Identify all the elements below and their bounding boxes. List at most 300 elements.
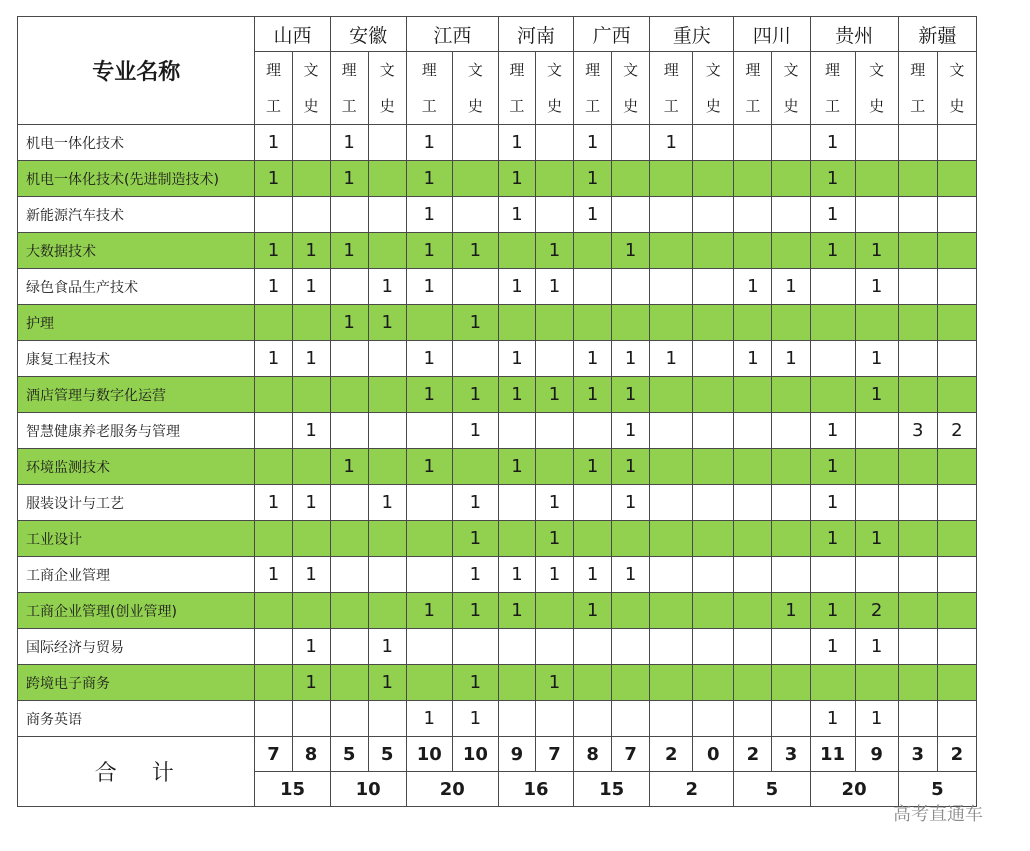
province-total: 16 [498, 772, 573, 807]
quota-cell [535, 161, 573, 197]
quota-cell [693, 665, 734, 701]
quota-cell [406, 557, 452, 593]
quota-cell [898, 557, 937, 593]
subheader-line-bottom: 史 [705, 97, 721, 115]
quota-cell: 1 [452, 305, 498, 341]
quota-cell: 1 [292, 269, 330, 305]
quota-cell [772, 557, 810, 593]
quota-cell [693, 269, 734, 305]
quota-cell: 1 [855, 377, 898, 413]
quota-cell [898, 377, 937, 413]
quota-cell [772, 233, 810, 269]
subheader-line-bottom: 工 [663, 97, 679, 115]
quota-cell [693, 449, 734, 485]
subheader-science [810, 52, 855, 125]
quota-cell: 1 [535, 233, 573, 269]
subheader-line-bottom: 史 [949, 97, 965, 115]
quota-cell [898, 161, 937, 197]
major-name: 跨境电子商务 [18, 665, 255, 701]
quota-cell: 1 [810, 629, 855, 665]
quota-cell: 1 [612, 485, 650, 521]
table-row [18, 413, 977, 449]
quota-cell [734, 557, 772, 593]
quota-cell: 1 [406, 593, 452, 629]
quota-cell [368, 233, 406, 269]
quota-cell [693, 161, 734, 197]
quota-cell [734, 305, 772, 341]
quota-cell [650, 413, 693, 449]
province-total: 5 [734, 772, 810, 807]
province-total: 20 [810, 772, 898, 807]
quota-cell: 1 [855, 521, 898, 557]
quota-cell [734, 161, 772, 197]
quota-cell [772, 413, 810, 449]
quota-cell [937, 161, 976, 197]
subheader-science [574, 52, 612, 125]
quota-cell [330, 665, 368, 701]
quota-cell: 1 [612, 557, 650, 593]
subheader-line-bottom: 史 [303, 97, 319, 115]
subheader-science [898, 52, 937, 125]
quota-cell [772, 161, 810, 197]
quota-cell: 1 [498, 557, 535, 593]
quota-cell: 1 [855, 341, 898, 377]
quota-cell [810, 305, 855, 341]
quota-cell [734, 521, 772, 557]
quota-cell [650, 269, 693, 305]
subheader-science [330, 52, 368, 125]
quota-cell [810, 269, 855, 305]
subheader-line-bottom: 工 [265, 97, 281, 115]
quota-cell: 1 [574, 197, 612, 233]
quota-cell [937, 701, 976, 737]
subheader-line-top: 文 [949, 61, 965, 79]
quota-cell [898, 449, 937, 485]
quota-cell: 1 [574, 125, 612, 161]
quota-cell: 1 [535, 269, 573, 305]
quota-cell: 3 [898, 413, 937, 449]
province-header: 四川 [734, 17, 810, 52]
quota-cell [937, 197, 976, 233]
subheader-line-top: 理 [663, 61, 679, 79]
quota-cell [693, 629, 734, 665]
subheader-arts [693, 52, 734, 125]
total-label: 合 计 [18, 737, 255, 807]
quota-cell [452, 341, 498, 377]
quota-cell [937, 449, 976, 485]
subheader-line-top: 文 [783, 61, 799, 79]
quota-cell [612, 197, 650, 233]
column-total: 8 [574, 737, 612, 772]
quota-cell [772, 665, 810, 701]
quota-cell [855, 557, 898, 593]
quota-cell [855, 197, 898, 233]
quota-cell: 1 [612, 449, 650, 485]
major-name: 商务英语 [18, 701, 255, 737]
quota-cell [772, 197, 810, 233]
quota-cell [855, 161, 898, 197]
quota-cell: 1 [574, 377, 612, 413]
major-name: 工商企业管理(创业管理) [18, 593, 255, 629]
quota-cell: 1 [330, 233, 368, 269]
subheader-arts [368, 52, 406, 125]
quota-cell: 1 [255, 341, 292, 377]
province-header: 贵州 [810, 17, 898, 52]
quota-cell [368, 377, 406, 413]
subheader-line-top: 理 [745, 61, 761, 79]
quota-cell: 1 [772, 269, 810, 305]
quota-cell [368, 161, 406, 197]
quota-cell: 1 [452, 593, 498, 629]
major-name: 工商企业管理 [18, 557, 255, 593]
quota-cell [855, 485, 898, 521]
column-total: 11 [810, 737, 855, 772]
quota-cell: 1 [855, 629, 898, 665]
quota-cell: 1 [452, 485, 498, 521]
quota-cell [693, 521, 734, 557]
quota-cell [498, 701, 535, 737]
quota-cell: 1 [810, 233, 855, 269]
quota-cell [650, 377, 693, 413]
quota-cell [693, 413, 734, 449]
quota-cell [330, 701, 368, 737]
quota-cell [612, 125, 650, 161]
quota-cell [498, 305, 535, 341]
quota-cell [368, 449, 406, 485]
quota-cell: 1 [292, 629, 330, 665]
quota-cell [330, 341, 368, 377]
quota-cell: 1 [330, 305, 368, 341]
quota-cell [330, 413, 368, 449]
quota-cell [734, 665, 772, 701]
quota-cell [498, 233, 535, 269]
quota-cell [898, 521, 937, 557]
quota-cell [612, 629, 650, 665]
quota-cell [574, 485, 612, 521]
quota-cell [330, 197, 368, 233]
quota-cell [292, 305, 330, 341]
quota-cell: 1 [535, 665, 573, 701]
quota-cell [255, 629, 292, 665]
table-row [18, 521, 977, 557]
quota-cell: 1 [650, 341, 693, 377]
table-row [18, 701, 977, 737]
quota-cell [898, 665, 937, 701]
quota-cell: 1 [452, 413, 498, 449]
table-row [18, 377, 977, 413]
quota-cell [898, 305, 937, 341]
quota-cell [734, 197, 772, 233]
subheader-line-bottom: 工 [509, 97, 525, 115]
major-name: 护理 [18, 305, 255, 341]
province-header: 新疆 [898, 17, 976, 52]
quota-cell [498, 485, 535, 521]
quota-cell [574, 305, 612, 341]
quota-cell [772, 125, 810, 161]
province-header: 安徽 [330, 17, 406, 52]
quota-cell: 1 [498, 341, 535, 377]
quota-cell [368, 341, 406, 377]
subheader-line-bottom: 史 [783, 97, 799, 115]
quota-cell [693, 701, 734, 737]
quota-cell: 1 [734, 341, 772, 377]
column-total: 3 [898, 737, 937, 772]
quota-cell [452, 161, 498, 197]
quota-cell [693, 593, 734, 629]
province-header: 山西 [255, 17, 330, 52]
column-total: 2 [650, 737, 693, 772]
subheader-science [406, 52, 452, 125]
quota-cell [255, 593, 292, 629]
quota-cell: 1 [535, 521, 573, 557]
quota-cell: 1 [292, 485, 330, 521]
quota-cell [574, 269, 612, 305]
quota-cell: 1 [368, 485, 406, 521]
quota-cell [535, 341, 573, 377]
province-header: 江西 [406, 17, 498, 52]
quota-cell [255, 665, 292, 701]
quota-cell [368, 197, 406, 233]
quota-cell [498, 665, 535, 701]
major-name: 康复工程技术 [18, 341, 255, 377]
quota-cell [734, 125, 772, 161]
subheader-line-bottom: 史 [869, 97, 885, 115]
quota-cell [693, 305, 734, 341]
enrollment-table [17, 16, 977, 807]
quota-cell [612, 305, 650, 341]
column-total: 0 [693, 737, 734, 772]
column-total: 2 [734, 737, 772, 772]
quota-cell [898, 197, 937, 233]
column-total: 10 [406, 737, 452, 772]
quota-cell [650, 521, 693, 557]
quota-cell [406, 521, 452, 557]
subheader-line-bottom: 工 [421, 97, 437, 115]
subheader-science [255, 52, 292, 125]
quota-cell: 1 [810, 449, 855, 485]
quota-cell [612, 665, 650, 701]
quota-cell [452, 629, 498, 665]
subheader-science [498, 52, 535, 125]
quota-cell [452, 449, 498, 485]
watermark-text: 高考直通车 [893, 804, 983, 825]
quota-cell [535, 197, 573, 233]
quota-cell [330, 485, 368, 521]
quota-cell [612, 269, 650, 305]
subheader-line-top: 文 [869, 61, 885, 79]
quota-cell [574, 701, 612, 737]
quota-cell: 1 [810, 161, 855, 197]
major-name: 环境监测技术 [18, 449, 255, 485]
quota-cell [898, 341, 937, 377]
quota-cell [368, 593, 406, 629]
quota-cell [330, 269, 368, 305]
quota-cell [292, 701, 330, 737]
quota-cell: 1 [498, 449, 535, 485]
quota-cell: 1 [574, 593, 612, 629]
quota-cell: 1 [452, 701, 498, 737]
quota-cell [330, 557, 368, 593]
quota-cell [406, 485, 452, 521]
subheader-line-top: 文 [303, 61, 319, 79]
quota-cell: 1 [810, 485, 855, 521]
quota-cell: 1 [292, 233, 330, 269]
quota-cell: 1 [810, 413, 855, 449]
quota-cell [406, 305, 452, 341]
quota-cell [734, 413, 772, 449]
quota-cell [898, 233, 937, 269]
subheader-arts [855, 52, 898, 125]
table-row [18, 233, 977, 269]
column-total: 7 [255, 737, 292, 772]
quota-cell: 1 [498, 161, 535, 197]
table-row [18, 485, 977, 521]
column-header-major: 专业名称 [18, 17, 255, 125]
subheader-line-bottom: 工 [341, 97, 357, 115]
quota-cell [330, 521, 368, 557]
quota-cell: 1 [368, 629, 406, 665]
quota-cell: 1 [255, 269, 292, 305]
column-total: 9 [498, 737, 535, 772]
quota-cell [368, 557, 406, 593]
quota-cell [612, 701, 650, 737]
quota-cell: 1 [535, 377, 573, 413]
province-total: 15 [255, 772, 330, 807]
province-total: 2 [650, 772, 734, 807]
quota-cell [810, 665, 855, 701]
quota-cell [855, 125, 898, 161]
quota-cell: 1 [368, 269, 406, 305]
quota-cell [452, 125, 498, 161]
quota-cell [650, 197, 693, 233]
quota-cell [535, 125, 573, 161]
table-row [18, 557, 977, 593]
column-total: 7 [612, 737, 650, 772]
quota-cell [650, 305, 693, 341]
province-header: 广西 [574, 17, 650, 52]
quota-cell [574, 521, 612, 557]
quota-cell [855, 449, 898, 485]
quota-cell [406, 413, 452, 449]
quota-cell [612, 161, 650, 197]
quota-cell: 1 [452, 521, 498, 557]
quota-cell [693, 485, 734, 521]
quota-cell [772, 521, 810, 557]
major-name: 绿色食品生产技术 [18, 269, 255, 305]
major-name: 机电一体化技术(先进制造技术) [18, 161, 255, 197]
subheader-line-top: 文 [467, 61, 483, 79]
quota-cell [898, 593, 937, 629]
subheader-line-top: 理 [910, 61, 926, 79]
table-row [18, 629, 977, 665]
table-row [18, 305, 977, 341]
table-row [18, 341, 977, 377]
quota-cell: 1 [406, 341, 452, 377]
subheader-line-bottom: 工 [585, 97, 601, 115]
quota-cell: 1 [452, 557, 498, 593]
quota-cell [937, 629, 976, 665]
quota-cell: 1 [406, 449, 452, 485]
table-row [18, 449, 977, 485]
quota-cell [292, 449, 330, 485]
quota-cell [535, 449, 573, 485]
quota-cell [292, 125, 330, 161]
quota-cell [772, 449, 810, 485]
quota-cell: 1 [535, 557, 573, 593]
subheader-line-top: 理 [585, 61, 601, 79]
column-total: 7 [535, 737, 573, 772]
quota-cell [937, 485, 976, 521]
subheader-line-top: 理 [265, 61, 281, 79]
quota-cell [650, 665, 693, 701]
quota-cell [650, 629, 693, 665]
quota-cell: 1 [255, 557, 292, 593]
quota-cell [898, 269, 937, 305]
quota-cell [498, 521, 535, 557]
quota-cell [498, 413, 535, 449]
subheader-line-bottom: 史 [547, 97, 563, 115]
quota-cell: 1 [406, 125, 452, 161]
quota-cell: 1 [810, 521, 855, 557]
quota-cell: 1 [255, 485, 292, 521]
quota-cell: 1 [255, 125, 292, 161]
quota-cell: 1 [574, 449, 612, 485]
quota-cell [693, 197, 734, 233]
quota-cell [772, 305, 810, 341]
quota-cell: 1 [574, 557, 612, 593]
major-name: 大数据技术 [18, 233, 255, 269]
quota-cell [650, 701, 693, 737]
quota-cell: 1 [612, 377, 650, 413]
quota-cell: 2 [937, 413, 976, 449]
province-total: 10 [330, 772, 406, 807]
quota-cell [693, 557, 734, 593]
quota-cell [734, 233, 772, 269]
quota-cell: 1 [368, 665, 406, 701]
subheader-line-top: 文 [379, 61, 395, 79]
quota-cell: 1 [612, 233, 650, 269]
quota-cell [734, 593, 772, 629]
quota-cell: 1 [292, 341, 330, 377]
column-total: 2 [937, 737, 976, 772]
quota-cell: 1 [810, 701, 855, 737]
quota-cell [693, 233, 734, 269]
quota-cell [937, 125, 976, 161]
subheader-arts [452, 52, 498, 125]
subheader-line-bottom: 史 [467, 97, 483, 115]
quota-cell [855, 413, 898, 449]
quota-cell: 2 [855, 593, 898, 629]
subheader-line-bottom: 工 [910, 97, 926, 115]
quota-cell [772, 629, 810, 665]
quota-cell: 1 [292, 665, 330, 701]
quota-cell: 1 [498, 593, 535, 629]
quota-cell: 1 [255, 161, 292, 197]
quota-cell: 1 [810, 593, 855, 629]
table-row [18, 125, 977, 161]
quota-cell: 1 [292, 413, 330, 449]
quota-cell: 1 [406, 233, 452, 269]
column-total: 10 [452, 737, 498, 772]
quota-cell: 1 [535, 485, 573, 521]
quota-cell [255, 377, 292, 413]
quota-cell [772, 377, 810, 413]
quota-cell [898, 125, 937, 161]
subheader-line-top: 理 [341, 61, 357, 79]
subheader-science [650, 52, 693, 125]
quota-cell: 1 [406, 701, 452, 737]
quota-cell [368, 125, 406, 161]
